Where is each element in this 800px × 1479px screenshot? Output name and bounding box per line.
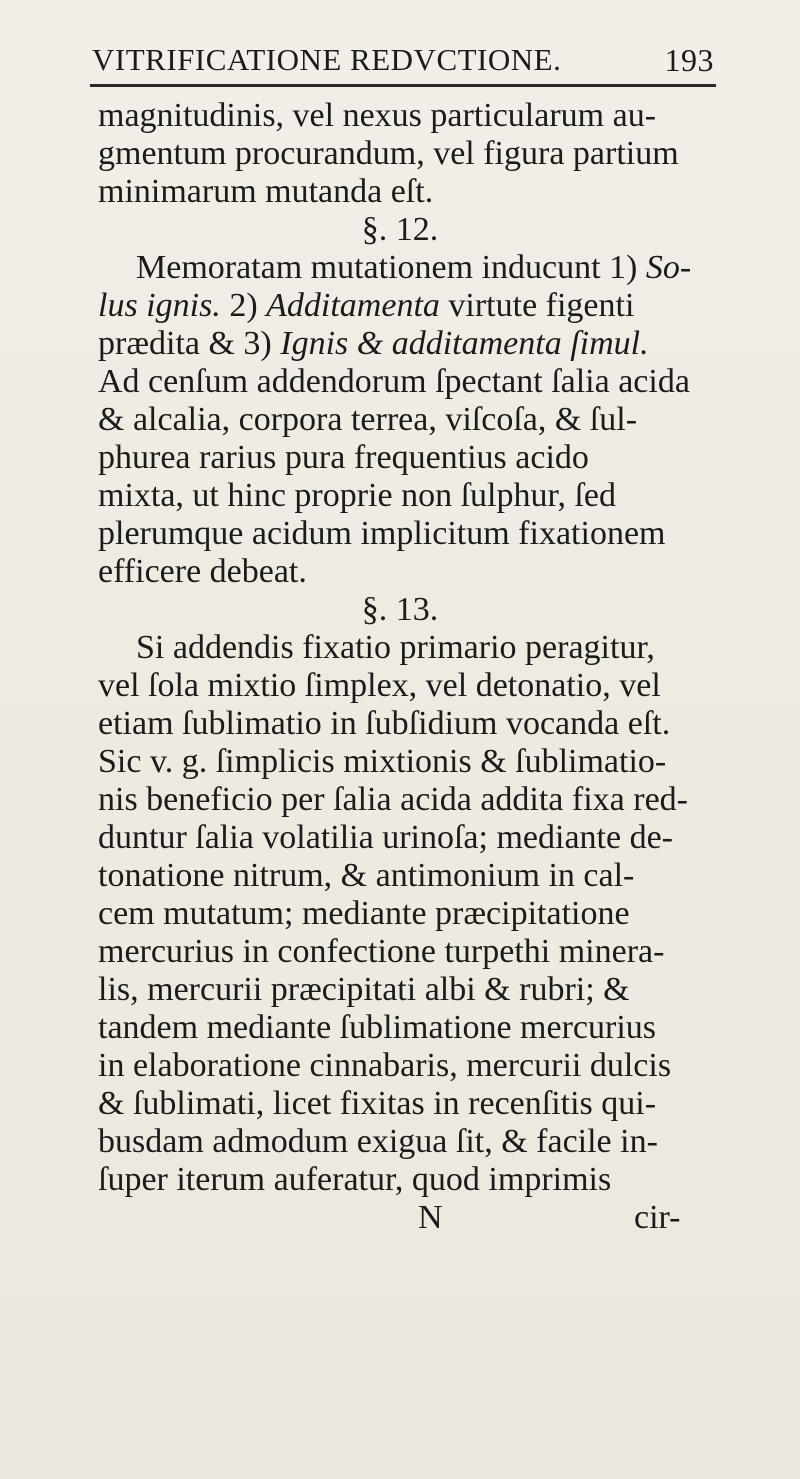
text-line: lis, mercurii præcipitati albi & rubri; & <box>98 971 630 1008</box>
text-line: duntur ſalia volatilia urinoſa; mediante de- <box>98 819 673 856</box>
signature-mark: N <box>418 1199 443 1236</box>
text-line: gmentum procurandum, vel figura partium <box>98 135 679 172</box>
italic-span: Additamenta <box>266 287 440 324</box>
text-line: tandem mediante ſublimatione mercurius <box>98 1009 656 1046</box>
text-line <box>136 248 691 288</box>
text-line: Ad cenſum addendorum ſpectant ſalia acida <box>98 363 690 400</box>
text-line: Sic v. g. ſimplicis mixtionis & ſublimatio- <box>98 743 667 780</box>
text-line: etiam ſublimatio in ſubſidium vocanda eſt. <box>98 705 671 742</box>
page-number: 193 <box>664 42 714 78</box>
text-line: cem mutatum; mediante præcipitatione <box>98 895 630 932</box>
section-heading: §. 12. <box>361 211 439 248</box>
italic-span: Ignis & additamenta ſimul. <box>280 325 649 362</box>
italic-span: So- <box>645 249 692 286</box>
italic-span: lus ignis. <box>98 287 221 324</box>
text-span: 2) <box>220 287 267 324</box>
text-line: mixta, ut hinc proprie non ſulphur, ſed <box>98 477 616 514</box>
running-title: VITRIFICATIONE REDVCTIONE. <box>92 42 562 77</box>
text-line: plerumque acidum implicitum fixationem <box>98 515 666 552</box>
text-line: ſuper iterum auferatur, quod imprimis <box>98 1161 612 1198</box>
text-line: vel ſola mixtio ſimplex, vel detonatio, vel <box>98 667 661 704</box>
text-span: prædita & 3) <box>98 325 281 362</box>
text-line: & alcalia, corpora terrea, viſcoſa, & ſul- <box>98 401 638 438</box>
text-line: busdam admodum exigua ſit, & facile in- <box>98 1123 658 1160</box>
text-line: nis beneficio per ſalia acida addita fixa red- <box>98 781 688 818</box>
text-line: in elaboratione cinnabaris, mercurii dulcis <box>98 1047 672 1084</box>
text-line: & ſublimati, licet fixitas in recenſitis qui- <box>98 1085 657 1122</box>
text-line: Si addendis fixatio primario peragitur, <box>136 629 655 666</box>
text-line: efficere debeat. <box>98 553 307 590</box>
text-span: Memoratam mutationem inducunt 1) <box>136 249 646 286</box>
text-line <box>98 324 649 364</box>
text-line: mercurius in confectione turpethi minera- <box>98 933 665 970</box>
text-span: virtute figenti <box>439 287 635 324</box>
text-line <box>98 286 634 326</box>
text-line: phurea rarius pura frequentius acido <box>98 439 589 476</box>
text-line: minimarum mutanda eſt. <box>98 173 434 210</box>
catchword: cir- <box>634 1199 681 1236</box>
text-line: tonatione nitrum, & antimonium in cal- <box>98 857 635 894</box>
section-heading: §. 13. <box>361 591 439 628</box>
text-line: magnitudinis, vel nexus particularum au- <box>98 97 657 134</box>
